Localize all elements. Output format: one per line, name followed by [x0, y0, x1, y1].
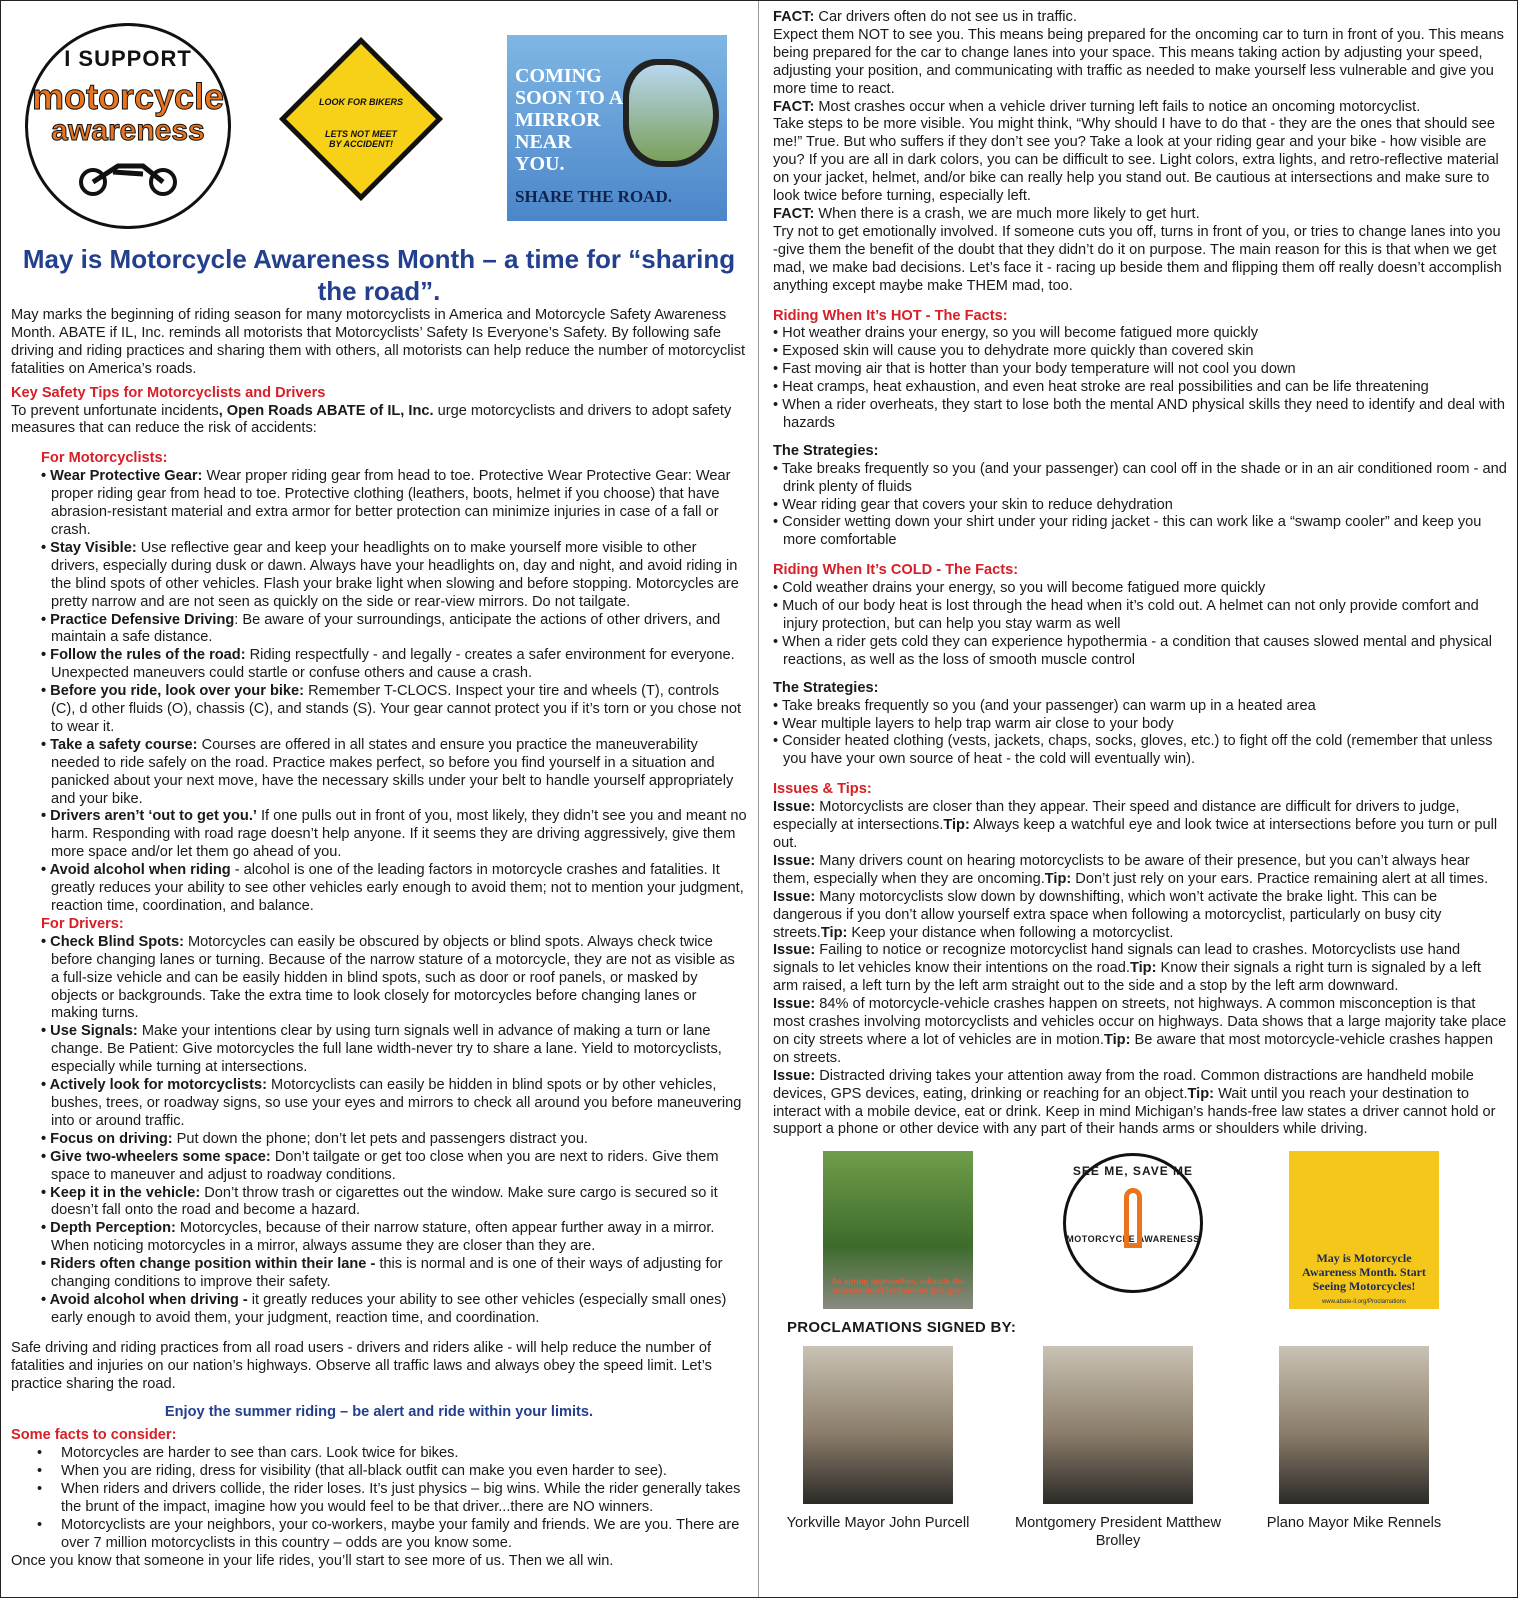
issue-text: Many drivers count on hearing motorcyclists to be aware of their presence, but you can’t always hear them, especially when they are oncoming. [773, 852, 1470, 887]
tip-label: Depth Perception: [50, 1220, 176, 1237]
tip-text: Motorcyclists can easily be hidden in blind spots or by other vehicles, bushes, trees, or roadway signs, so use your eyes and mirrors to check all around you before maneuvering into or around traffic. [51, 1077, 742, 1129]
fact-body: Try not to get emotionally involved. If someone cuts you off, turns in front of you, or tries to change lanes into you -give them the benefit of the doubt that they didn’t do it on purpose. The main reason for this is that when we get mad, we make bad decisions. Let’s face it - racing up beside them and flipping them off really doesn’t accomplish anything except maybe make THEM mad, too. [773, 223, 1502, 294]
tip-item [41, 1220, 747, 1256]
see-me-save-me-badge [1063, 1153, 1203, 1293]
tip-label: Use Signals: [50, 1023, 138, 1040]
fact-body: Expect them NOT to see you. This means being prepared for the oncoming car to turn in front of you. This means being prepared for the car to change lanes into your space. This means taking action by adjusting your speed, adjusting your position, and communicating with traffic as needed to make yourself less vulnerable and give you more time to react. [773, 26, 1504, 97]
fact-label: FACT: [773, 9, 815, 25]
fact-label: FACT: [773, 205, 815, 222]
bullet-item: • Wear riding gear that covers your skin to reduce dehydration [773, 497, 1509, 515]
signer-name: Montgomery President Matthew Brolley [1014, 1515, 1222, 1550]
fact-label: FACT: [773, 98, 815, 115]
fact-item: • Motorcyclists are your neighbors, your co-workers, maybe your family and friends. We are you. There are over 7 million motorcyclists in this country – odds are you know some. [33, 1517, 747, 1553]
key-safety-pre: To prevent unfortunate incidents [11, 402, 219, 419]
right-column [773, 9, 1509, 1576]
tip-text: Don’t tailgate or get too close when you are next to riders. Give them space to maneuver and adjust to roadway conditions. [51, 1148, 719, 1183]
issue-item [773, 799, 1509, 853]
tip-label: Keep it in the vehicle: [50, 1184, 201, 1201]
issue-item [773, 996, 1509, 1068]
hot-heading: Riding When It’s HOT - The Facts: [773, 307, 1008, 324]
tip-label: Give two-wheelers some space: [50, 1148, 271, 1165]
issue-item [773, 942, 1509, 996]
key-safety-intro [11, 403, 747, 439]
ribbon-icon [1124, 1188, 1142, 1248]
tip-label: Take a safety course: [50, 736, 198, 753]
facts-consider-last: Once you know that someone in your life rides, you’ll start to see more of us. Then we all win. [11, 1552, 614, 1569]
issue-label: Issue: [773, 942, 816, 959]
cold-facts-list [773, 580, 1509, 670]
fact-lead: When there is a crash, we are much more likely to get hurt. [814, 205, 1200, 222]
tip-item [41, 468, 747, 540]
key-safety-post: urge motorcyclists and drivers to adopt safety measures that can reduce the risk of accidents: [11, 402, 732, 437]
cold-strategies-list [773, 698, 1509, 770]
tip-text: Don’t just rely on your ears. Practice remaining alert at all times. [1071, 870, 1489, 887]
fact-lead-line [773, 99, 1509, 117]
fact-item: • Motorcycles are harder to see than cars. Look twice for bikes. [33, 1445, 747, 1463]
issue-label: Issue: [773, 1067, 816, 1084]
issues-list [773, 799, 1509, 1139]
tip-item [41, 1256, 747, 1292]
hot-strategies-heading: The Strategies: [773, 442, 879, 459]
page-title: May is Motorcycle Awareness Month – a time for “sharing the road”. [22, 244, 736, 306]
fact-blocks [773, 9, 1509, 296]
tip-text: Motorcycles, because of their narrow stature, often appear further away in a mirror. When noticing motorcycles in a mirror, always assume they are closer than they are. [51, 1220, 715, 1255]
proclamation-3 [1249, 1346, 1459, 1532]
hot-facts-list [773, 325, 1509, 432]
bullet-item: • Take breaks frequently so you (and your passenger) can cool off in the shade or in an air conditioned room - and drink plenty of fluids [773, 461, 1509, 497]
enjoy-tagline: Enjoy the summer riding – be alert and ride within your limits. [164, 1404, 594, 1421]
bullet-item: • Consider heated clothing (vests, jackets, chaps, socks, gloves, etc.) to fight off the cold (remember that unless you have your own source of heat - the cold will eventually win). [773, 733, 1509, 769]
tip-item [41, 1023, 747, 1077]
tip-text: it greatly reduces your ability to see other vehicles (especially small ones) early enough to avoid them, your judgment, reaction time, and coordination. [51, 1291, 727, 1326]
tip-item [41, 934, 747, 1024]
tip-item [41, 1185, 747, 1221]
bullet-item: • Exposed skin will cause you to dehydrate more quickly than covered skin [773, 343, 1509, 361]
tip-label: Practice Defensive Driving [50, 611, 235, 628]
tip-text: Don’t throw trash or cigarettes out the window. Make sure cargo is secured so it doesn’t fall onto the road and become a hazard. [51, 1184, 718, 1219]
tip-label: Tip: [1044, 870, 1072, 887]
proclamation-1 [773, 1346, 983, 1532]
tip-item [41, 647, 747, 683]
tip-text: this is normal and is one of their ways of adjusting for changing conditions to improve their safety. [51, 1256, 723, 1291]
tip-text: Wait until you reach your destination to interact with a mobile device, eat or drink. Keep in mind Michigan’s hands-free law states a driver cannot hold or support a phone or other device with any part of their hands arms or shoulders while driving. [773, 1085, 1496, 1138]
tip-text: Courses are offered in all states and ensure you practice the maneuverability needed to ride safely on the road. Practice makes perfect, so before you find yourself in a situation and panicked about your next move, have the necessary skills under your belt to handle yourself appropriately and your bike. [51, 736, 734, 807]
sign-bottom-text: LETS NOT MEET BY ACCIDENT! [325, 129, 397, 149]
issue-label: Issue: [773, 888, 816, 905]
fact-lead-line [773, 9, 1509, 27]
issue-item [773, 889, 1509, 943]
tip-label: Actively look for motorcyclists: [49, 1077, 267, 1094]
issue-text: Failing to notice or recognize motorcyclist hand signals can lead to crashes. Motorcyclists use hand signals to let vehicles know their intentions on the road. [773, 942, 1461, 977]
proclamations-heading: PROCLAMATIONS SIGNED BY: [787, 1319, 1017, 1337]
issue-item [773, 853, 1509, 889]
tip-text: Remember T-CLOCS. Inspect your tire and wheels (T), controls (C), d other fluids (O), chassis (C), and stands (S). Your gear cannot protect you if it’s torn or you chose not to wear it. [51, 683, 742, 735]
signer-photo [1043, 1346, 1193, 1504]
issues-heading: Issues & Tips: [773, 781, 872, 798]
bullet-item: • Fast moving air that is hotter than your body temperature will not cool you down [773, 361, 1509, 379]
tip-text: Riding respectfully - and legally - creates a safer environment for everyone. Unexpected maneuvers could startle or confuse others and cause a crash. [51, 647, 735, 682]
facts-consider-list [11, 1445, 747, 1552]
tip-text: Keep your distance when following a motorcyclist. [847, 924, 1174, 941]
issue-label: Issue: [773, 799, 816, 816]
cold-heading: Riding When It’s COLD - The Facts: [773, 562, 1019, 579]
fact-lead: Most crashes occur when a vehicle driver turning left fails to notice an oncoming motorcyclist. [814, 98, 1421, 115]
mirror-ad-text: COMING SOON TO A MIRROR NEAR YOU. [515, 65, 623, 175]
issue-label: Issue: [773, 852, 816, 869]
support-line2: motorcycle [31, 76, 225, 117]
driver-tips-list [11, 934, 747, 1328]
tip-text: Always keep a watchful eye and look twice at intersections before you turn or pull out. [773, 817, 1498, 851]
cold-strategies-heading: The Strategies: [773, 679, 879, 696]
column-divider [758, 1, 759, 1598]
signer-name: Plano Mayor Mike Rennels [1266, 1515, 1442, 1532]
tip-item [41, 1149, 747, 1185]
issue-text: Motorcyclists are closer than they appear. Their speed and distance are difficult for drivers to judge, especially at intersections. [773, 799, 1460, 834]
fact-item: • When you are riding, dress for visibility (that all-black outfit can make you even harder to see). [33, 1463, 747, 1481]
tip-label: Tip: [1129, 960, 1157, 977]
motorcycle-icon [73, 152, 183, 196]
tip-text: If one pulls out in front of you, most likely, they didn’t see you and meant no harm. Responding with road rage doesn’t help anyone. If it seems they are driving aggressively, give them more space and/or let them go ahead of you. [51, 808, 747, 861]
tip-label: Focus on driving: [50, 1130, 173, 1147]
logo-row [11, 9, 747, 229]
issue-text: 84% of motorcycle-vehicle crashes happen on streets, not highways. A common misconception is that most crashes involving motorcyclists and vehicles occur on highways. Data shows that a large majority take place on city streets where a lot of vehicles are in motion. [773, 996, 1507, 1048]
share-the-road-ad [507, 35, 727, 221]
see-me-top-text: SEE ME, SAVE ME [1072, 1164, 1194, 1179]
tip-item [41, 737, 747, 809]
closing-paragraph: Safe driving and riding practices from all road users - drivers and riders alike - will help reduce the number of fatalities and injuries on our nation’s highways. Observe all traffic laws and always obey the speed limit. Let’s practice sharing the road. [11, 1339, 712, 1392]
tip-label: Tip: [820, 924, 848, 941]
tip-label: Stay Visible: [50, 539, 137, 556]
support-line3: awareness [51, 114, 205, 147]
start-seeing-poster [1289, 1151, 1439, 1309]
key-safety-heading: Key Safety Tips for Motorcyclists and Drivers [11, 384, 326, 401]
tip-text: Put down the phone; don’t let pets and passengers distract you. [172, 1130, 588, 1147]
tip-text: Be aware that most motorcycle-vehicle crashes happen on streets. [773, 1031, 1494, 1066]
signer-photo [1279, 1346, 1429, 1504]
tip-label: Tip: [1187, 1085, 1215, 1102]
motorcyclist-tips-list [11, 468, 747, 916]
sign-text [281, 97, 441, 149]
key-safety-org: , Open Roads ABATE of IL, Inc. [218, 402, 434, 419]
poster-url: www.abate-il.org/Proclamations [1321, 1299, 1407, 1306]
tip-text: Wear proper riding gear from head to toe. Protective Wear Protective Gear: Wear proper riding gear from head to toe. Protective clothing (leathers, boots, helmet if you choose) that have abrasion-resistant material and extra armor for better protection can minimize injuries in case of a fall or crash. [51, 468, 731, 538]
share-road-text: SHARE THE ROAD. [515, 187, 672, 206]
poster-text: May is Motorcycle Awareness Month. Start Seeing Motorcycles! [1302, 1251, 1426, 1294]
tip-item [41, 808, 747, 862]
spring-photo-caption: As spring approaches, educate the masses don't let them be this guy. [831, 1277, 965, 1296]
tip-text: : Be aware of your surroundings, anticipate the actions of other drivers, and maintain a safe distance. [51, 611, 721, 646]
tip-label: Drivers aren’t ‘out to get you.’ [50, 808, 257, 825]
tip-text: - alcohol is one of the leading factors in motorcycle crashes and fatalities. It greatly reduces your ability to see other vehicles early enough to avoid them; not to mention your judgment, reaction time, coordination, and balance. [51, 862, 744, 914]
fact-lead-line [773, 206, 1509, 224]
bullet-item: • Heat cramps, heat exhaustion, and even heat stroke are real possibilities and can be life threatening [773, 379, 1509, 397]
tip-text: Motorcycles can easily be obscured by objects or blind spots. Always check twice before changing lanes or turning. Because of the narrow stature of a motorcycle, they are not as visible as a full-size vehicle and can be easily hidden in blind spots, such as door or roof panels, or masked by objects or backgrounds. Take the extra time to look closely for motorcycles before changing lanes or making turns. [51, 933, 735, 1022]
bullet-item: • When a rider overheats, they start to lose both the mental AND physical skills they need to identify and deal with hazards [773, 397, 1509, 433]
tip-label: Avoid alcohol when driving - [49, 1291, 248, 1308]
tip-label: Before you ride, look over your bike: [50, 683, 305, 700]
bullet-item: • Consider wetting down your shirt under your riding jacket - this can work like a “swamp cooler” and keep you more comfortable [773, 514, 1509, 550]
tip-item [41, 683, 747, 737]
drivers-heading: For Drivers: [41, 915, 124, 932]
bullet-item: • When a rider gets cold they can experience hypothermia - a condition that causes slowed mental and physical reactions, as well as the loss of smooth muscle control [773, 634, 1509, 670]
sign-top-text: LOOK FOR BIKERS [318, 97, 403, 107]
tip-item [41, 540, 747, 612]
left-column [11, 9, 747, 1571]
bullet-item: • Much of our body heat is lost through the head when it’s cold out. A helmet can not only provide comfort and injury protection, but can help you stay warm as well [773, 598, 1509, 634]
tip-item [41, 1292, 747, 1328]
tip-label: Avoid alcohol when riding [49, 862, 231, 879]
awareness-images-row [773, 1145, 1509, 1305]
bullet-item: • Hot weather drains your energy, so you will become fatigued more quickly [773, 325, 1509, 343]
intro-paragraph: May marks the beginning of riding season for many motorcyclists in America and Motorcycle Safety Awareness Month. ABATE if IL, Inc. reminds all motorists that Motorcyclists’ Safety Is Everyone’s Safety. By following safe driving and riding practices and sharing them with others, all motorists can help reduce the number of motorcyclist fatalities on America’s roads. [11, 307, 746, 377]
support-awareness-logo [25, 23, 231, 229]
tip-label: Check Blind Spots: [50, 933, 184, 950]
tip-label: Tip: [1103, 1031, 1131, 1048]
bullet-item: • Wear multiple layers to help trap warm air close to your body [773, 716, 1509, 734]
tip-text: Make your intentions clear by using turn signals well in advance of making a turn or lane change. Be Patient: Give motorcycles the full lane width-never try to share a lane. Yield to motorcyclists, especially while turning at intersections. [51, 1023, 722, 1076]
tip-item [41, 612, 747, 648]
proclamations-row [773, 1336, 1509, 1576]
tip-label: Wear Protective Gear: [50, 468, 203, 485]
signer-name: Yorkville Mayor John Purcell [786, 1515, 970, 1532]
proclamation-2 [1013, 1346, 1223, 1550]
tip-label: Tip: [943, 817, 970, 834]
signer-photo [803, 1346, 953, 1504]
issue-item [773, 1068, 1509, 1140]
mirror-icon [623, 59, 719, 167]
see-me-bottom-text: MOTORCYCLE AWARENESS [1066, 1234, 1200, 1245]
issue-label: Issue: [773, 996, 816, 1013]
bullet-item: • Cold weather drains your energy, so you will become fatigued more quickly [773, 580, 1509, 598]
fact-body: Take steps to be more visible. You might think, “Why should I have to do that - they are the ones that should see me!” True. But who suffers if they don’t see you? Take a look at your riding gear and your bike - how visible are you? If you are all in dark colors, you can be difficult to see. Light colors, extra lights, and retro-reflective material on your jacket, helmet, and/or bike can really help you stand out. Be cautious at intersections and make sure to look twice before turning, especially left. [773, 116, 1499, 205]
tip-item [41, 1131, 747, 1149]
support-line1: I SUPPORT [64, 46, 192, 71]
look-for-bikers-sign [281, 39, 441, 199]
bullet-item: • Take breaks frequently so you (and your passenger) can warm up in a heated area [773, 698, 1509, 716]
tip-label: Riders often change position within their lane - [50, 1256, 376, 1273]
tip-item [41, 862, 747, 916]
facts-consider-heading: Some facts to consider: [11, 1427, 177, 1444]
hot-strategies-list [773, 461, 1509, 551]
motorcyclists-heading: For Motorcyclists: [41, 450, 168, 467]
issue-text: Many motorcyclists slow down by downshifting, which won’t activate the brake light. This can be dangerous if you don’t allow yourself extra space when following a motorcyclist, particularly on busy city streets. [773, 888, 1442, 941]
tip-text: Use reflective gear and keep your headlights on to make yourself more visible to other drivers, especially during dusk or dawn. Always have your headlights on, day and night, and avoid riding in the blind spots of other vehicles. Flash your brake light when slowing and before stopping. Motorcycles are pretty narrow and are not seen as quickly on the side or rear-view mirrors. Do not tailgate. [51, 539, 739, 610]
fact-lead: Car drivers often do not see us in traffic. [814, 9, 1077, 25]
issue-text: Distracted driving takes your attention away from the road. Common distractions are handheld mobile devices, GPS devices, eating, drinking or reaching for an object. [773, 1067, 1474, 1102]
fact-item: • When riders and drivers collide, the rider loses. It’s just physics – big wins. While the rider generally takes the brunt of the impact, imagine how you would feel to be that driver...there are NO winners. [33, 1481, 747, 1517]
tip-item [41, 1077, 747, 1131]
tip-text: Know their signals a right turn is signaled by a left arm raised, a left turn by the left arm straight out to the side and a stop by the left arm downward. [773, 960, 1481, 995]
spring-photo [823, 1151, 973, 1309]
tip-label: Follow the rules of the road: [50, 647, 246, 664]
